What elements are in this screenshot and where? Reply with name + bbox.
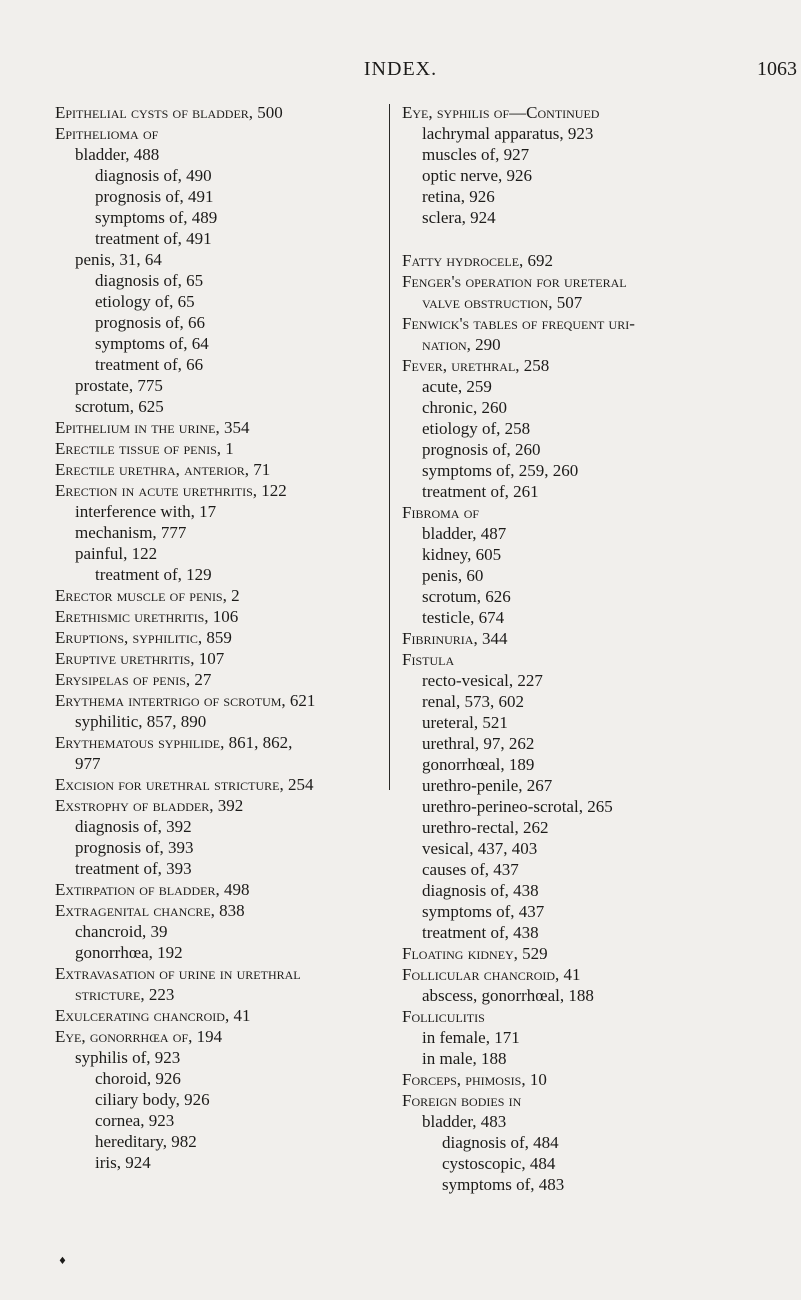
index-subentry: treatment of, 438 [422,923,539,942]
index-subentry: penis, 60 [422,566,484,585]
index-subentry: prognosis of, 260 [422,440,541,459]
index-subentry: symptoms of, 64 [95,334,209,353]
index-subentry: bladder, 483 [422,1112,507,1131]
index-subentry: diagnosis of, 484 [442,1133,559,1152]
index-subentry: hereditary, 982 [95,1132,197,1151]
index-heading-entry: Exstrophy of bladder, 392 [55,796,244,815]
page-mark-dot: ♦ [58,1256,67,1267]
index-subentry: cystoscopic, 484 [442,1154,556,1173]
index-heading-entry: Erection in acute urethritis, 122 [55,481,287,500]
index-column-right [402,102,798,1195]
index-subentry: painful, 122 [75,544,158,563]
index-heading-entry: Epithelial cysts of bladder, 500 [55,103,283,122]
index-heading-entry: Erectile tissue of penis, 1 [55,439,234,458]
index-subentry: gonorrhœal, 189 [422,755,535,774]
index-subentry: valve obstruction, 507 [422,293,583,312]
index-heading-entry: Extirpation of bladder, 498 [55,880,250,899]
index-subentry: lachrymal apparatus, 923 [422,124,594,143]
running-header-title: INDEX. [363,58,438,80]
index-subentry: etiology of, 65 [95,292,195,311]
index-subentry: symptoms of, 259, 260 [422,461,579,480]
index-subentry: urethro-rectal, 262 [422,818,549,837]
index-subentry: 977 [75,754,101,773]
index-subentry: optic nerve, 926 [422,166,532,185]
index-subentry: ciliary body, 926 [95,1090,210,1109]
index-subentry: chancroid, 39 [75,922,168,941]
index-subentry: syphilis of, 923 [75,1048,181,1067]
index-subentry: kidney, 605 [422,545,502,564]
index-heading-entry: Fibrinuria, 344 [402,629,508,648]
index-subentry: prognosis of, 491 [95,187,214,206]
index-subentry: cornea, 923 [95,1111,175,1130]
index-subentry: acute, 259 [422,377,492,396]
index-subentry: chronic, 260 [422,398,507,417]
index-subentry: interference with, 17 [75,502,217,521]
index-column-left [55,102,375,1173]
index-subentry: treatment of, 66 [95,355,204,374]
index-heading-entry: Exulcerating chancroid, 41 [55,1006,251,1025]
index-subentry: urethro-penile, 267 [422,776,553,795]
index-subentry: stricture, 223 [75,985,175,1004]
index-subentry: renal, 573, 602 [422,692,524,711]
index-heading-entry: Erector muscle of penis, 2 [55,586,240,605]
index-subentry: ureteral, 521 [422,713,508,732]
index-subentry: recto-vesical, 227 [422,671,543,690]
index-heading-entry: Eye, gonorrhœa of, 194 [55,1027,223,1046]
index-subentry: symptoms of, 483 [442,1175,565,1194]
index-subentry: treatment of, 393 [75,859,192,878]
index-subentry: in female, 171 [422,1028,520,1047]
index-heading-entry: Fenger's operation for ureteral [402,272,627,291]
index-heading-entry: Floating kidney, 529 [402,944,548,963]
index-heading-entry: Erectile urethra, anterior, 71 [55,460,271,479]
index-subentry: in male, 188 [422,1049,507,1068]
index-subentry: scrotum, 626 [422,587,511,606]
index-subentry: prognosis of, 66 [95,313,206,332]
index-heading-entry: Extravasation of urine in urethral [55,964,301,983]
index-heading-entry: Epithelium in the urine, 354 [55,418,250,437]
index-subentry: syphilitic, 857, 890 [75,712,207,731]
index-heading-entry: Fibroma of [402,503,480,522]
index-heading-entry: Foreign bodies in [402,1091,522,1110]
index-subentry: urethral, 97, 262 [422,734,535,753]
column-divider [389,104,390,790]
index-subentry: gonorrhœa, 192 [75,943,183,962]
index-heading-entry: Extragenital chancre, 838 [55,901,245,920]
index-subentry: symptoms of, 489 [95,208,218,227]
index-subentry: treatment of, 261 [422,482,539,501]
index-subentry: diagnosis of, 490 [95,166,212,185]
index-subentry: retina, 926 [422,187,495,206]
index-subentry: choroid, 926 [95,1069,181,1088]
index-heading-entry: Excision for urethral stricture, 254 [55,775,314,794]
index-subentry: etiology of, 258 [422,419,531,438]
index-heading-entry: Erythema intertrigo of scrotum, 621 [55,691,316,710]
index-subentry: muscles of, 927 [422,145,530,164]
index-subentry: prostate, 775 [75,376,163,395]
index-subentry: treatment of, 129 [95,565,212,584]
index-subentry: treatment of, 491 [95,229,212,248]
index-heading-entry: Fever, urethral, 258 [402,356,550,375]
index-heading-entry: Erethismic urethritis, 106 [55,607,239,626]
index-heading-entry: Eye, syphilis of—Continued [402,103,600,122]
index-subentry: diagnosis of, 438 [422,881,539,900]
index-heading-entry: Erysipelas of penis, 27 [55,670,212,689]
index-subentry: abscess, gonorrhœal, 188 [422,986,594,1005]
index-subentry: scrotum, 625 [75,397,164,416]
index-heading-entry: Erythematous syphilide, 861, 862, [55,733,293,752]
page-number: 1063 [757,58,797,80]
index-subentry: penis, 31, 64 [75,250,162,269]
index-heading-entry: Folliculitis [402,1007,485,1026]
index-subentry: prognosis of, 393 [75,838,194,857]
index-subentry: iris, 924 [95,1153,151,1172]
index-heading-entry: Follicular chancroid, 41 [402,965,581,984]
index-subentry: diagnosis of, 65 [95,271,204,290]
index-heading-entry: Fistula [402,650,455,669]
index-subentry: sclera, 924 [422,208,496,227]
index-subentry: bladder, 487 [422,524,507,543]
index-subentry: diagnosis of, 392 [75,817,192,836]
index-heading-entry: Eruptions, syphilitic, 859 [55,628,232,647]
index-subentry: urethro-perineo-scrotal, 265 [422,797,613,816]
index-heading-entry: Epithelioma of [55,124,159,143]
index-heading-entry: Eruptive urethritis, 107 [55,649,225,668]
index-subentry: vesical, 437, 403 [422,839,538,858]
index-subentry: bladder, 488 [75,145,160,164]
index-subentry: testicle, 674 [422,608,505,627]
index-subentry: nation, 290 [422,335,501,354]
index-heading-entry: Forceps, phimosis, 10 [402,1070,547,1089]
index-heading-entry: Fatty hydrocele, 692 [402,251,554,270]
index-subentry: mechanism, 777 [75,523,187,542]
entry-gap [402,228,798,250]
index-heading-entry: Fenwick's tables of frequent uri- [402,314,635,333]
index-subentry: symptoms of, 437 [422,902,545,921]
index-subentry: causes of, 437 [422,860,519,879]
